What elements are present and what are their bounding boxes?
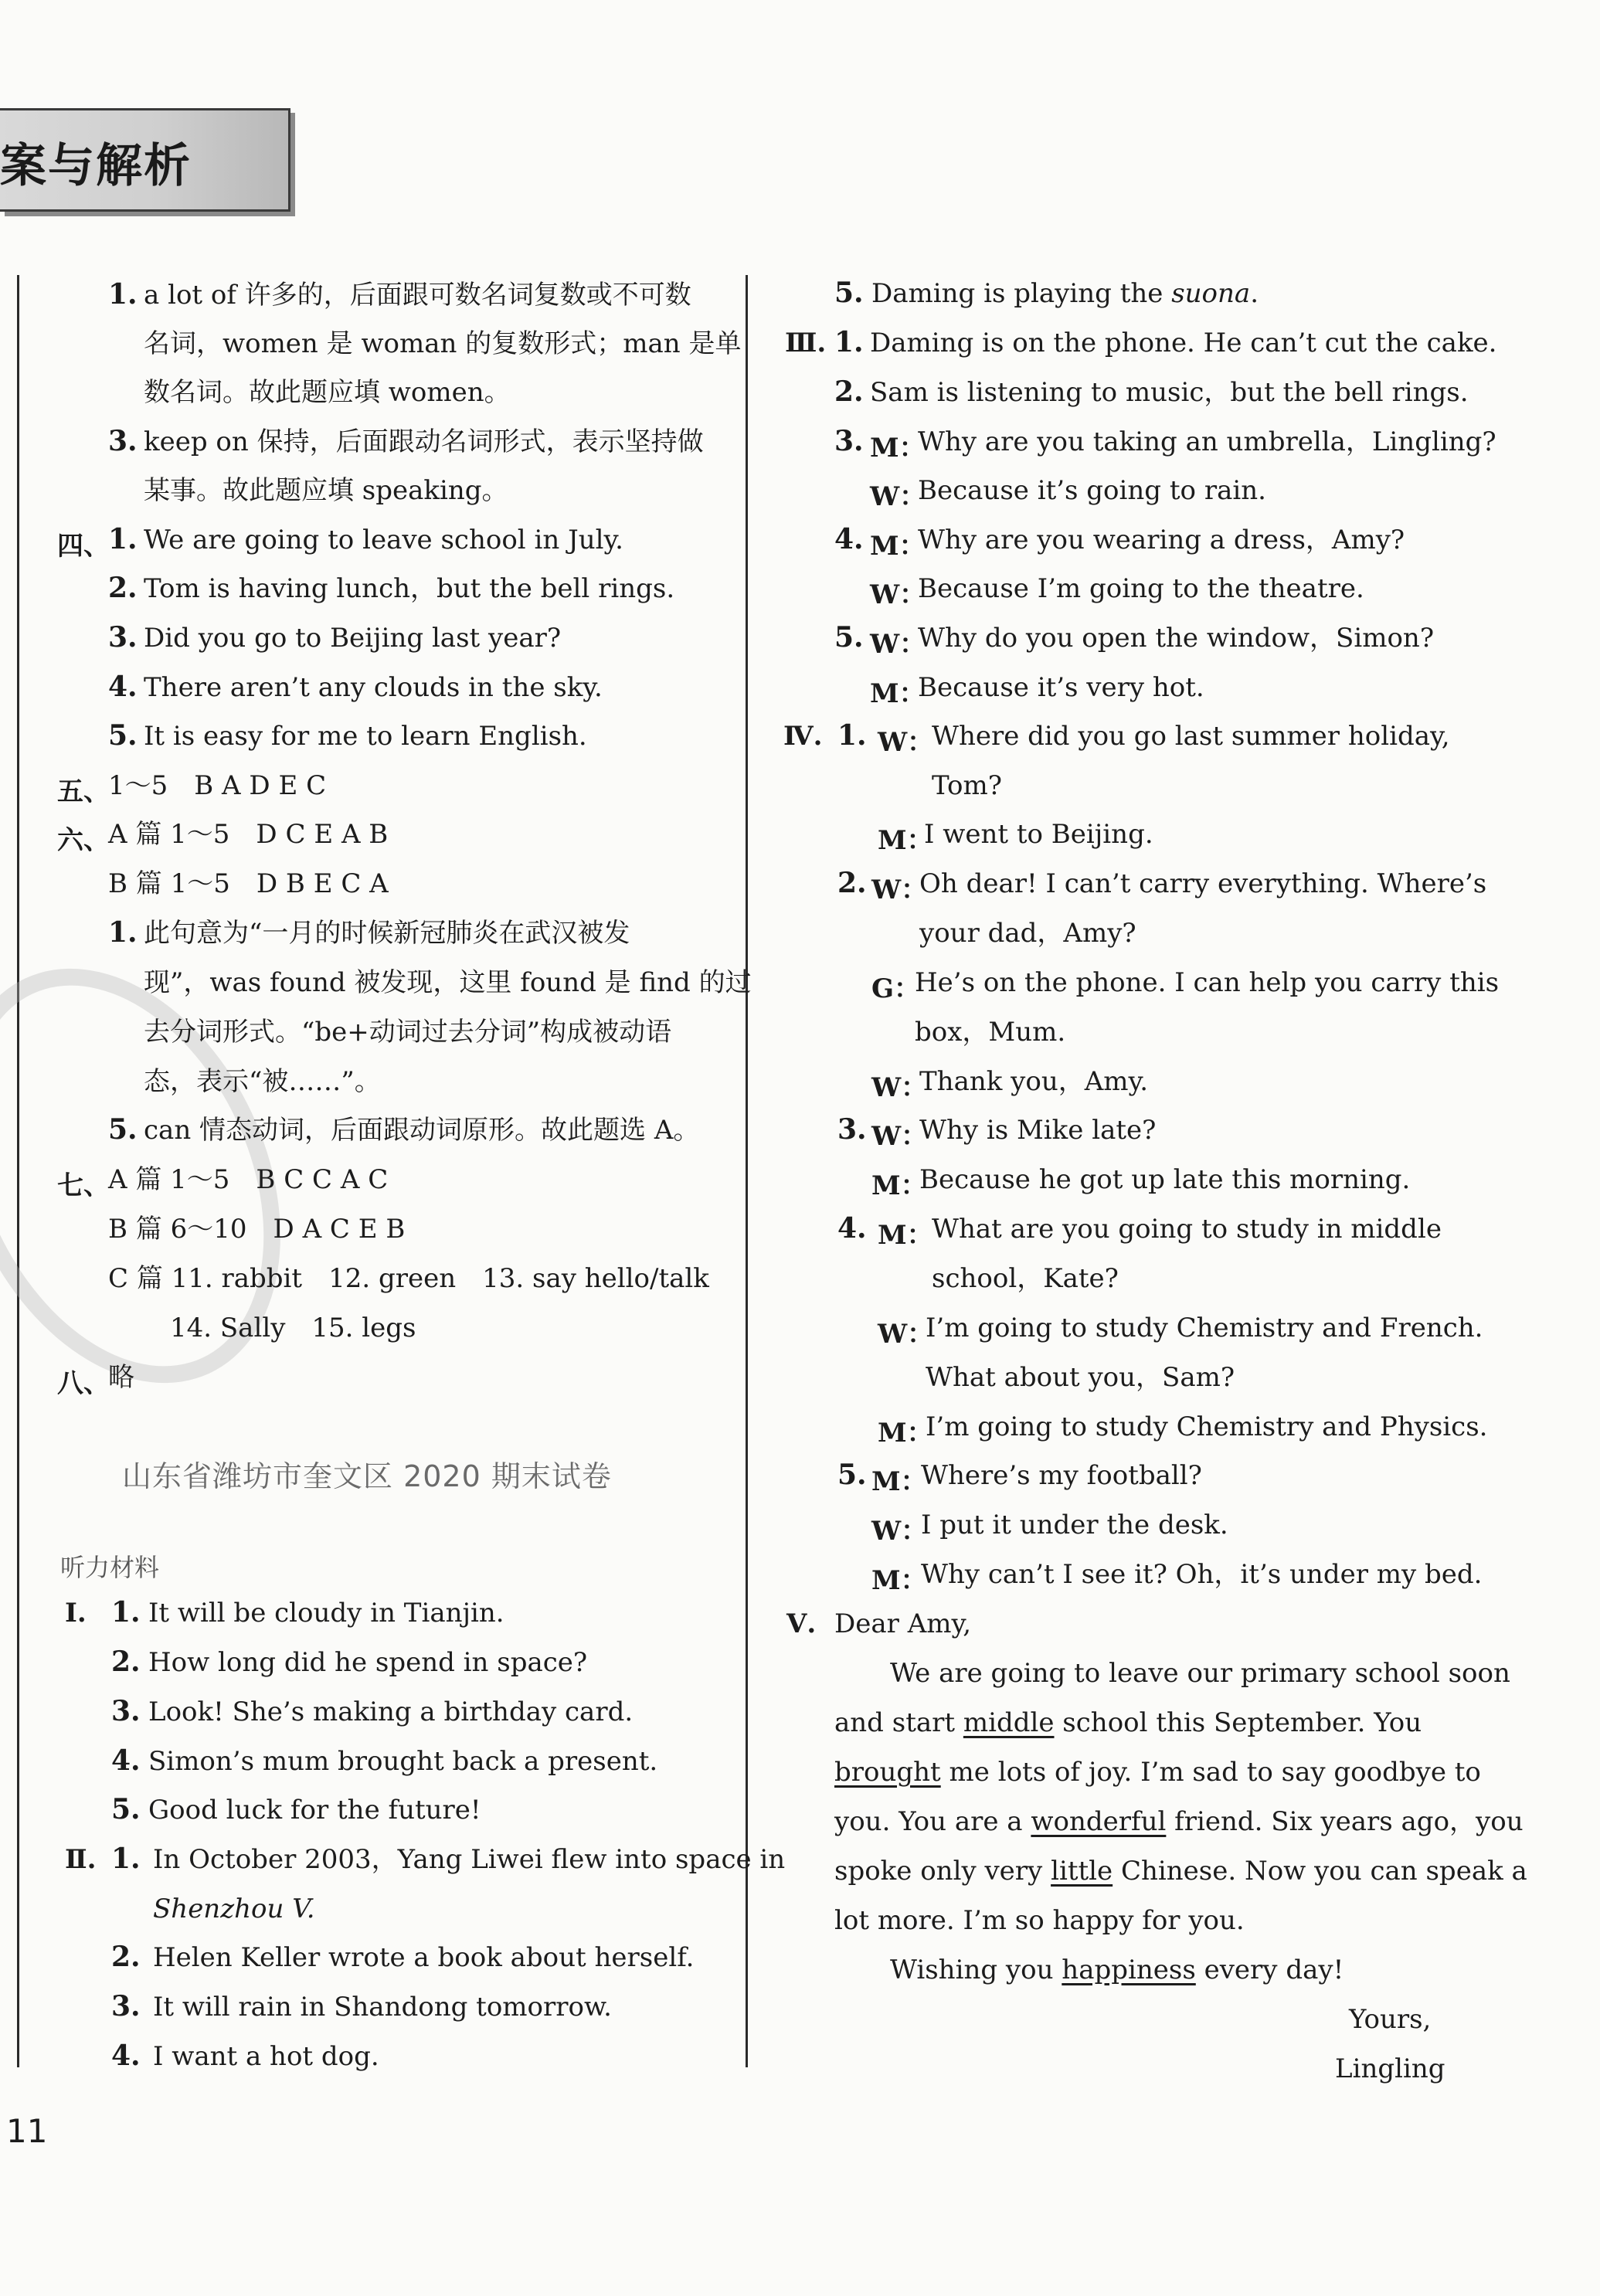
letter-text: every day!: [1195, 1955, 1344, 1985]
transcript-line: Sam is listening to music，but the bell rings.: [870, 377, 1469, 408]
section-label: Ⅱ.: [65, 1844, 97, 1875]
item-number: 3.: [108, 425, 138, 457]
transcript-line: I put it under the desk.: [921, 1510, 1228, 1540]
item-number: 5.: [837, 1459, 867, 1491]
exam-title: 山东省潍坊市奎文区 2020 期末试卷: [122, 1459, 612, 1493]
letter-line: [834, 1707, 1422, 1738]
section-header-title: 案与解析: [0, 139, 192, 193]
item-number: 1.: [837, 719, 867, 752]
explanation-line: 此句意为“一月的时候新冠肺炎在武汉被发: [144, 918, 630, 949]
explanation-line: keep on 保持，后面跟动名词形式，表示坚持做: [144, 426, 704, 457]
transcript-line: school，Kate?: [932, 1263, 1119, 1294]
item-number: 1.: [108, 278, 138, 311]
explanation-line: 去分词形式。“be+动词过去分词”构成被动语: [144, 1017, 672, 1048]
speaker-label: W：: [871, 1121, 928, 1152]
letter-text: spoke only very: [834, 1856, 1051, 1887]
letter-text: me lots of joy. I’m sad to say goodbye to: [940, 1757, 1481, 1788]
speaker-label: W：: [871, 875, 928, 905]
transcript-line: Simon’s mum brought back a present.: [148, 1746, 658, 1777]
letter-text: you. You are a: [834, 1806, 1031, 1837]
transcript-line: How long did he spend in space?: [148, 1647, 588, 1678]
speaker-label: W：: [871, 1072, 928, 1103]
speaker-label: M：: [871, 1565, 927, 1596]
answer-key: A 篇 1～5 B C C A C: [108, 1164, 389, 1195]
speaker-label: M：: [878, 825, 933, 856]
transcript-line: Where did you go last summer holiday,: [932, 721, 1450, 752]
item-number: 2.: [837, 867, 867, 899]
section-label: Ⅰ.: [65, 1598, 87, 1629]
transcript-line: What are you going to study in middle: [932, 1214, 1442, 1245]
letter-line: [834, 1856, 1527, 1887]
transcript-line: Shenzhou V.: [153, 1894, 315, 1924]
underlined-answer: brought: [834, 1757, 941, 1788]
transcript-line: Oh dear! I can’t carry everything. Where’s: [919, 868, 1487, 899]
transcript-line: In October 2003，Yang Liwei flew into space in: [153, 1844, 786, 1875]
explanation-line: a lot of 许多的，后面跟可数名词复数或不可数: [144, 280, 691, 311]
transcript-line: I want a hot dog.: [153, 2041, 379, 2072]
transcript-line: Why are you wearing a dress，Amy?: [918, 525, 1405, 555]
transcript-line: What about you，Sam?: [926, 1362, 1235, 1393]
item-number: 2.: [834, 375, 864, 408]
page-number: 11: [6, 2112, 48, 2150]
section-label: Ⅲ.: [785, 328, 827, 358]
transcript-line: I went to Beijing.: [924, 819, 1153, 850]
item-number: 1.: [108, 523, 138, 555]
answer-line: It is easy for me to learn English.: [144, 721, 587, 752]
transcript-line: It will rain in Shandong tomorrow.: [153, 1992, 612, 2023]
explanation-line: 态，表示“被……”。: [144, 1066, 381, 1097]
item-number: 1.: [111, 1596, 141, 1629]
explanation-line: 名词，women 是 woman 的复数形式；man 是单: [144, 328, 742, 359]
item-number: 3.: [108, 621, 138, 654]
speaker-label: W：: [870, 629, 926, 660]
column-divider: [746, 275, 748, 2067]
speaker-label: M：: [870, 678, 926, 709]
answer-line: There aren’t any clouds in the sky.: [144, 672, 603, 703]
explanation-line: 数名词。故此题应填 women。: [144, 377, 511, 408]
item-number: 5.: [108, 1113, 138, 1146]
item-number: 2.: [111, 1941, 141, 1973]
letter-text: Chinese. Now you can speak a: [1113, 1856, 1527, 1887]
underlined-answer: little: [1051, 1856, 1113, 1887]
section-label: 四、: [57, 531, 110, 562]
item-number: 4.: [837, 1212, 867, 1245]
answer-key: B 篇 6～10 D A C E B: [108, 1214, 406, 1245]
speaker-label: M：: [878, 1418, 933, 1449]
transcript-line: Because it’s going to rain.: [918, 475, 1266, 506]
letter-greeting: Dear Amy,: [834, 1608, 972, 1639]
item-number: 3.: [111, 1695, 141, 1727]
answer-key: A 篇 1～5 D C E A B: [108, 819, 389, 850]
underlined-answer: happiness: [1062, 1955, 1196, 1985]
speaker-label: M：: [870, 531, 926, 562]
item-number: 4.: [111, 1744, 141, 1777]
speaker-label: M：: [870, 433, 926, 464]
transcript-line: Because it’s very hot.: [918, 672, 1204, 703]
section-label: 七、: [57, 1170, 110, 1201]
letter-text: school this September. You: [1054, 1707, 1422, 1738]
explanation-line: can 情态动词，后面跟动词原形。故此题选 A。: [144, 1115, 700, 1146]
transcript-line: He’s on the phone. I can help you carry this: [915, 967, 1500, 998]
item-number: 5.: [111, 1793, 141, 1826]
item-number: 1.: [111, 1843, 141, 1875]
underlined-answer: middle: [963, 1707, 1055, 1738]
section-label: 六、: [57, 825, 110, 856]
letter-text: and start: [834, 1707, 963, 1738]
letter-line: lot more. I’m so happy for you.: [834, 1905, 1245, 1936]
answer-line: Tom is having lunch，but the bell rings.: [144, 573, 675, 604]
item-number: 3.: [837, 1113, 867, 1146]
transcript-line: It will be cloudy in Tianjin.: [148, 1598, 504, 1629]
item-number: 5.: [834, 277, 864, 309]
transcript-line: Helen Keller wrote a book about herself.: [153, 1942, 695, 1973]
speaker-label: W：: [870, 481, 926, 512]
transcript-line: Why can’t I see it? Oh，it’s under my bed.: [921, 1559, 1483, 1590]
explanation-line: 现”，was found 被发现，这里 found 是 find 的过: [144, 967, 752, 998]
letter-text: Wishing you: [890, 1955, 1062, 1985]
transcript-line: Look! She’s making a birthday card.: [148, 1697, 634, 1727]
transcript-line: Why do you open the window，Simon?: [918, 623, 1435, 654]
item-number: 3.: [111, 1990, 141, 2023]
letter-line: We are going to leave our primary school soon: [890, 1658, 1510, 1689]
explanation-line: 某事。故此题应填 speaking。: [144, 475, 508, 506]
speaker-label: M：: [871, 1170, 927, 1201]
transcript-line: Thank you，Amy.: [919, 1066, 1149, 1097]
transcript-line: Why is Mike late?: [919, 1115, 1157, 1146]
speaker-label: G：: [871, 973, 921, 1004]
answer-line: We are going to leave school in July.: [144, 525, 623, 555]
transcript-text: Daming is playing the: [871, 278, 1172, 309]
transcript-line: Where’s my football?: [921, 1460, 1202, 1491]
transcript-line: I’m going to study Chemistry and French.: [926, 1313, 1483, 1343]
answer-key: 1～5 B A D E C: [108, 770, 327, 801]
item-number: 5.: [108, 719, 138, 752]
item-number: 1.: [834, 326, 864, 358]
transcript-line: Daming is playing the suona.: [871, 278, 1259, 309]
answer-key: 略: [108, 1362, 134, 1393]
letter-signature: Lingling: [1335, 2053, 1445, 2084]
speaker-label: W：: [870, 579, 926, 610]
item-number: 2.: [108, 572, 138, 604]
section-header-tab: [0, 108, 290, 212]
item-number: 3.: [834, 425, 864, 457]
answer-line: Did you go to Beijing last year?: [144, 623, 562, 654]
underlined-answer: wonderful: [1031, 1806, 1167, 1837]
speaker-label: M：: [878, 1220, 933, 1251]
speaker-label: M：: [871, 1466, 927, 1497]
section-label: 五、: [57, 776, 110, 807]
letter-closing: Yours,: [1349, 2004, 1432, 2035]
section-label: 八、: [57, 1368, 110, 1399]
transcript-line: Good luck for the future!: [148, 1795, 481, 1826]
speaker-label: W：: [878, 727, 934, 758]
transcript-line: Why are you taking an umbrella，Lingling?: [918, 426, 1496, 457]
letter-line: [890, 1955, 1344, 1985]
item-number: 4.: [111, 2040, 141, 2072]
transcript-line: Tom?: [932, 770, 1002, 801]
transcript-line: Daming is on the phone. He can’t cut the cake.: [870, 328, 1497, 358]
transcript-line: Because he got up late this morning.: [919, 1164, 1411, 1195]
letter-line: [834, 1757, 1481, 1788]
answer-key: B 篇 1～5 D B E C A: [108, 868, 389, 899]
section-label: Ⅳ.: [783, 721, 823, 752]
transcript-line: your dad，Amy?: [919, 918, 1136, 949]
answer-key: C 篇 11. rabbit 12. green 13. say hello/talk: [108, 1263, 709, 1294]
item-number: 2.: [111, 1646, 141, 1678]
letter-line: [834, 1806, 1524, 1837]
letter-text: friend. Six years ago，you: [1166, 1806, 1524, 1837]
item-number: 4.: [108, 671, 138, 703]
speaker-label: W：: [871, 1516, 928, 1547]
item-number: 1.: [108, 916, 138, 949]
answer-key: 14. Sally 15. legs: [170, 1313, 416, 1343]
transcript-line: box，Mum.: [915, 1017, 1066, 1048]
speaker-label: W：: [878, 1319, 934, 1350]
transcript-line: Because I’m going to the theatre.: [918, 573, 1364, 604]
italic-word: suona: [1171, 278, 1251, 309]
listening-title: 听力材料: [60, 1553, 160, 1582]
item-number: 5.: [834, 621, 864, 654]
transcript-line: I’m going to study Chemistry and Physics.: [926, 1411, 1488, 1442]
section-label: Ⅴ.: [786, 1608, 817, 1639]
item-number: 4.: [834, 523, 864, 555]
